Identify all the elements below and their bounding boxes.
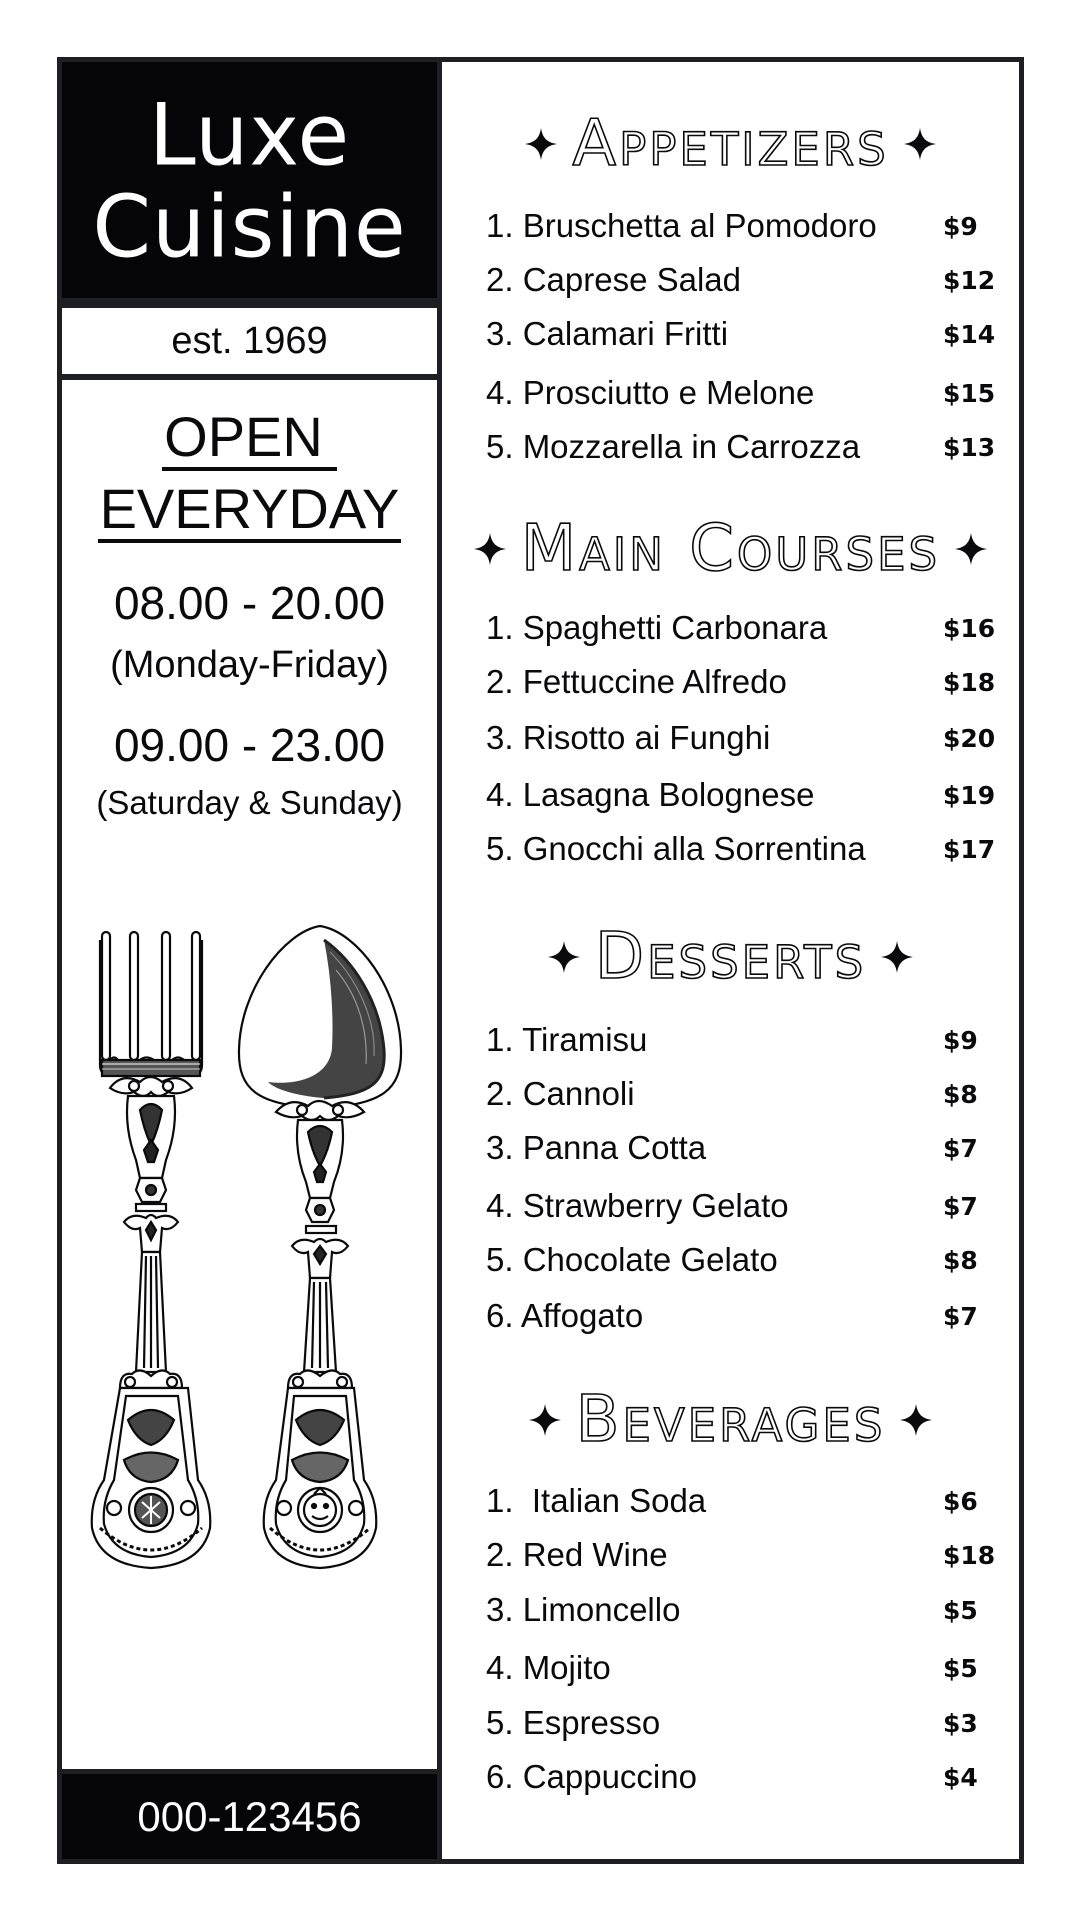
menu-item (486, 827, 1006, 871)
star-icon (903, 127, 937, 161)
menu-item (486, 1479, 1006, 1523)
section-title-desserts (442, 917, 1019, 997)
star-icon (899, 1403, 933, 1437)
opening-hours (62, 380, 437, 1769)
item-price: $6 (943, 1486, 978, 1516)
section-title-main-courses (442, 509, 1019, 589)
menu-item (486, 1072, 1006, 1116)
item-price: $20 (943, 723, 996, 753)
menu-item (486, 1701, 1006, 1745)
item-name: 6. Affogato (486, 1297, 644, 1334)
menu-item (486, 660, 1006, 704)
section-title-text: Appetizers (572, 107, 889, 181)
open-heading-line1 (62, 404, 437, 471)
item-price: $4 (943, 1762, 978, 1792)
star-icon (547, 940, 581, 974)
item-price: $14 (943, 319, 996, 349)
item-price: $5 (943, 1595, 978, 1625)
item-price: $19 (943, 780, 996, 810)
item-price: $12 (943, 265, 996, 295)
phone-number: 000-123456 (62, 1774, 437, 1859)
item-price: $9 (943, 211, 978, 241)
menu-item (486, 1588, 1006, 1632)
item-price: $9 (943, 1025, 978, 1055)
menu-item (486, 1646, 1006, 1690)
open-heading-line2 (62, 476, 437, 543)
item-price: $18 (943, 1540, 996, 1570)
item-name: 5. Mozzarella in Carrozza (486, 428, 861, 465)
menu-item (486, 312, 1006, 356)
menu-item (486, 606, 1006, 650)
item-name: 4. Strawberry Gelato (486, 1187, 789, 1224)
menu-item (486, 1238, 1006, 1282)
menu-panel (442, 62, 1019, 1859)
menu-item (486, 1018, 1006, 1062)
item-name: 4. Prosciutto e Melone (486, 374, 815, 411)
item-price: $17 (943, 834, 996, 864)
section-title-text: Desserts (594, 920, 867, 994)
spoon-icon (239, 926, 401, 1568)
menu-item (486, 425, 1006, 469)
item-price: $8 (943, 1245, 978, 1275)
item-name: 3. Risotto ai Funghi (486, 719, 771, 756)
item-name: 1. Spaghetti Carbonara (486, 609, 828, 646)
menu-item (486, 371, 1006, 415)
item-name: 4. Mojito (486, 1649, 611, 1686)
open-heading-text: OPEN (162, 407, 337, 471)
weekend-label: (Saturday & Sunday) (96, 784, 403, 821)
item-name: 2. Red Wine (486, 1536, 668, 1573)
item-name: 3. Calamari Fritti (486, 315, 729, 352)
star-icon (880, 940, 914, 974)
star-icon (528, 1403, 562, 1437)
menu-item (486, 716, 1006, 760)
brand-header (62, 62, 437, 298)
item-price: $5 (943, 1653, 978, 1683)
menu-item (486, 1755, 1006, 1799)
menu-item (486, 258, 1006, 302)
brand-name-line2: Cuisine (92, 177, 407, 277)
section-title-text: Beverages (575, 1383, 886, 1457)
item-name: 6. Cappuccino (486, 1758, 697, 1795)
item-name: 1. Bruschetta al Pomodoro (486, 207, 877, 244)
item-name: 1. Tiramisu (486, 1021, 648, 1058)
cutlery-illustration (62, 860, 437, 1760)
item-price: $8 (943, 1079, 978, 1109)
item-name: 5. Gnocchi alla Sorrentina (486, 830, 866, 867)
item-name: 5. Espresso (486, 1704, 661, 1741)
item-price: $16 (943, 613, 996, 643)
menu-item (486, 1184, 1006, 1228)
everyday-heading-text: EVERYDAY (98, 479, 402, 543)
star-icon (524, 127, 558, 161)
menu-frame (57, 57, 1024, 1864)
item-price: $7 (943, 1191, 978, 1221)
item-price: $13 (943, 432, 996, 462)
menu-item (486, 204, 1006, 248)
item-price: $18 (943, 667, 996, 697)
item-price: $15 (943, 378, 996, 408)
item-price: $7 (943, 1301, 978, 1331)
fork-icon (92, 932, 211, 1568)
item-name: 5. Chocolate Gelato (486, 1241, 778, 1278)
star-icon (473, 532, 507, 566)
weekend-time: 09.00 - 23.00 (113, 719, 386, 771)
weekday-label: (Monday-Friday) (110, 644, 389, 686)
item-name: 2. Fettuccine Alfredo (486, 663, 787, 700)
item-name: 4. Lasagna Bolognese (486, 776, 815, 813)
established-label: est. 1969 (62, 308, 437, 374)
item-name: 2. Cannoli (486, 1075, 635, 1112)
item-name: 2. Caprese Salad (486, 261, 741, 298)
section-title-beverages (442, 1380, 1019, 1460)
menu-item (486, 1126, 1006, 1170)
info-panel (62, 62, 437, 1859)
menu-item (486, 1533, 1006, 1577)
star-icon (954, 532, 988, 566)
menu-item (486, 1294, 1006, 1338)
weekday-time: 08.00 - 20.00 (113, 577, 386, 629)
section-title-text: Main Courses (520, 512, 941, 586)
item-name: 3. Limoncello (486, 1591, 681, 1628)
menu-item (486, 773, 1006, 817)
item-price: $7 (943, 1133, 978, 1163)
item-price: $3 (943, 1708, 978, 1738)
item-name: 1. Italian Soda (486, 1482, 707, 1519)
section-title-appetizers (442, 104, 1019, 184)
item-name: 3. Panna Cotta (486, 1129, 707, 1166)
brand-name-line1: Luxe (148, 85, 351, 185)
